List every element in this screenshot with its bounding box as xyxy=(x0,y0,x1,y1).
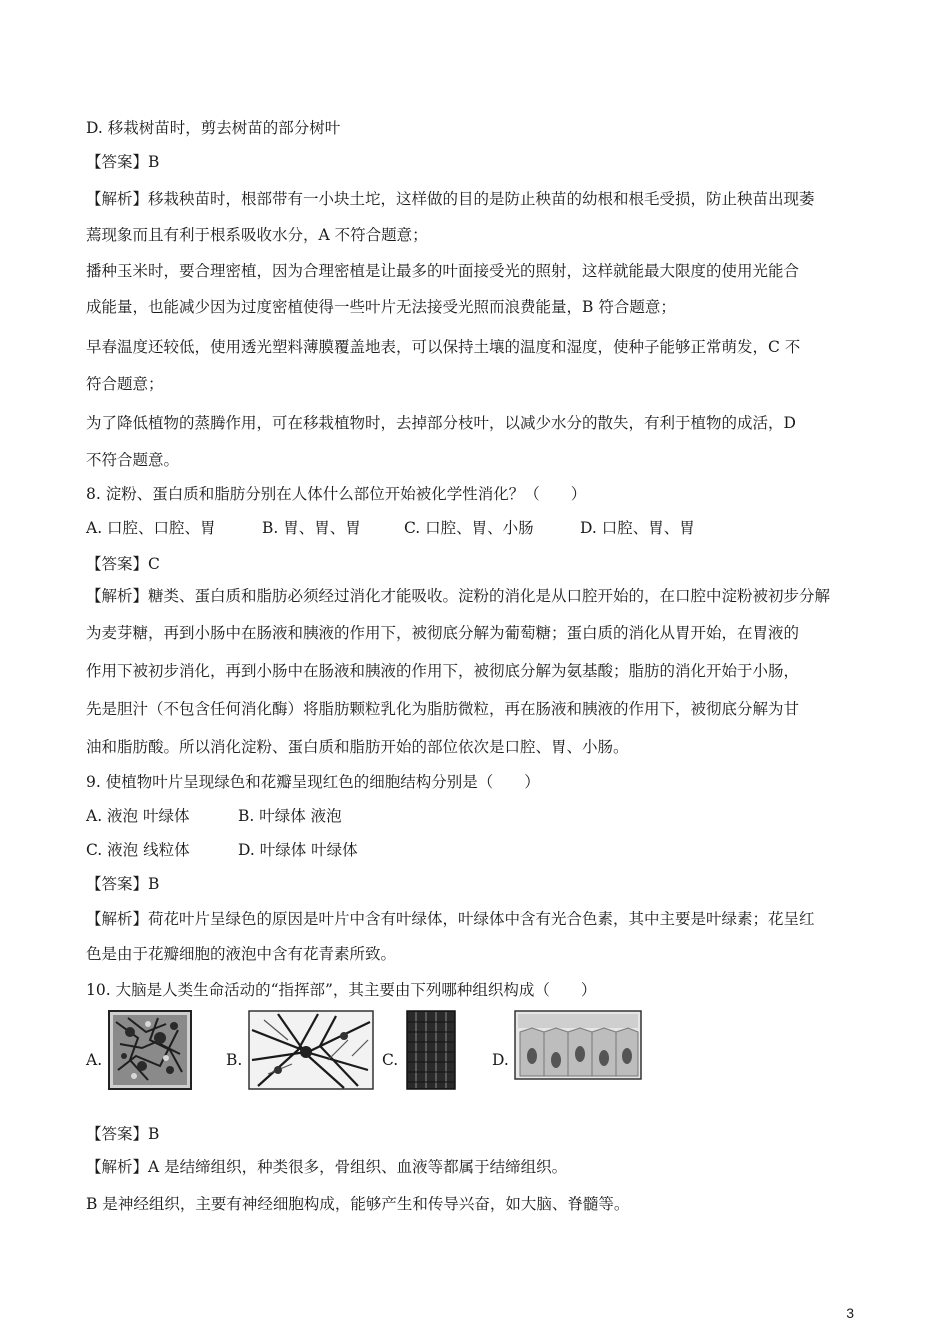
nerve-tissue-image xyxy=(248,1010,374,1090)
q8-analysis-line: 作用下被初步消化，再到小肠中在肠液和胰液的作用下，被彻底分解为氨基酸；脂肪的消化开始于小肠， xyxy=(86,662,800,680)
q7-analysis-line: 为了降低植物的蒸腾作用，可在移栽植物时，去掉部分枝叶，以减少水分的散失，有利于植物的成活，D xyxy=(86,414,796,432)
q9-analysis-line: 【解析】荷花叶片呈绿色的原因是叶片中含有叶绿体，叶绿体中含有光合色素，其中主要是叶绿素；花呈红 xyxy=(86,910,815,928)
q8-analysis-line: 油和脂肪酸。所以消化淀粉、蛋白质和脂肪开始的部位依次是口腔、胃、小肠。 xyxy=(86,738,629,756)
q7-analysis-line: 【解析】移栽秧苗时，根部带有一小块土坨，这样做的目的是防止秧苗的幼根和根毛受损，防止秧苗出现萎 xyxy=(86,190,815,208)
q7-analysis-line: 不符合题意。 xyxy=(86,451,180,469)
q10-answer: 【答案】B xyxy=(86,1125,160,1143)
q7-answer: 【答案】B xyxy=(86,153,160,171)
q7-analysis-line: 早春温度还较低，使用透光塑料薄膜覆盖地表，可以保持土壤的温度和湿度，使种子能够正常萌发，C 不 xyxy=(86,338,801,356)
q10-image-option-b xyxy=(226,1010,386,1090)
q10-label-b: B. xyxy=(226,1051,243,1069)
q7-analysis-line: 蔫现象而且有利于根系吸收水分，A 不符合题意； xyxy=(86,226,428,244)
q7-option-d: D. 移栽树苗时，剪去树苗的部分树叶 xyxy=(86,119,341,137)
q8-option-b: B. 胃、胃、胃 xyxy=(262,519,361,537)
q10-analysis-line: B 是神经组织，主要有神经细胞构成，能够产生和传导兴奋，如大脑、脊髓等。 xyxy=(86,1195,630,1213)
q8-analysis-line: 先是胆汁（不包含任何消化酶）将脂肪颗粒乳化为脂肪微粒，再在肠液和胰液的作用下，被彻底分解为甘 xyxy=(86,700,800,718)
epithelial-tissue-image xyxy=(514,1010,642,1080)
q10-analysis-line: 【解析】A 是结缔组织，种类很多，骨组织、血液等都属于结缔组织。 xyxy=(86,1158,568,1176)
q7-analysis-line: 播种玉米时，要合理密植，因为合理密植是让最多的叶面接受光的照射，这样就能最大限度的使用光能合 xyxy=(86,262,800,280)
q9-option-a: A. 液泡 叶绿体 xyxy=(86,807,190,825)
q10-question: 10. 大脑是人类生命活动的“指挥部”，其主要由下列哪种组织构成（ ） xyxy=(86,981,597,999)
q8-option-a: A. 口腔、口腔、胃 xyxy=(86,519,216,537)
q10-image-option-c xyxy=(382,1010,472,1090)
q8-analysis-line: 【解析】糖类、蛋白质和脂肪必须经过消化才能吸收。淀粉的消化是从口腔开始的，在口腔中淀粉被初步分解 xyxy=(86,587,831,605)
muscle-tissue-image xyxy=(406,1010,456,1090)
q10-label-a: A. xyxy=(86,1051,103,1069)
connective-tissue-image xyxy=(108,1010,192,1090)
q8-question: 8. 淀粉、蛋白质和脂肪分别在人体什么部位开始被化学性消化？（ ） xyxy=(86,485,587,503)
q8-analysis-line: 为麦芽糖，再到小肠中在肠液和胰液的作用下，被彻底分解为葡萄糖；蛋白质的消化从胃开始，在胃液的 xyxy=(86,624,800,642)
q10-image-option-a xyxy=(86,1010,196,1090)
q10-label-c: C. xyxy=(382,1051,399,1069)
q9-option-b: B. 叶绿体 液泡 xyxy=(238,807,342,825)
q9-analysis-line: 色是由于花瓣细胞的液泡中含有花青素所致。 xyxy=(86,945,397,963)
q8-option-d: D. 口腔、胃、胃 xyxy=(580,519,695,537)
q10-label-d: D. xyxy=(492,1051,509,1069)
q9-option-c: C. 液泡 线粒体 xyxy=(86,841,190,859)
q9-option-d: D. 叶绿体 叶绿体 xyxy=(238,841,358,859)
q7-analysis-line: 成能量，也能减少因为过度密植使得一些叶片无法接受光照而浪费能量，B 符合题意； xyxy=(86,298,676,316)
q9-question: 9. 使植物叶片呈现绿色和花瓣呈现红色的细胞结构分别是（ ） xyxy=(86,773,540,791)
q7-analysis-line: 符合题意； xyxy=(86,375,164,393)
q9-answer: 【答案】B xyxy=(86,875,160,893)
q10-image-option-d xyxy=(492,1010,646,1090)
q8-option-c: C. 口腔、胃、小肠 xyxy=(404,519,534,537)
q10-image-options xyxy=(86,1010,646,1090)
page-number: 3 xyxy=(846,1305,854,1321)
q8-answer: 【答案】C xyxy=(86,555,160,573)
